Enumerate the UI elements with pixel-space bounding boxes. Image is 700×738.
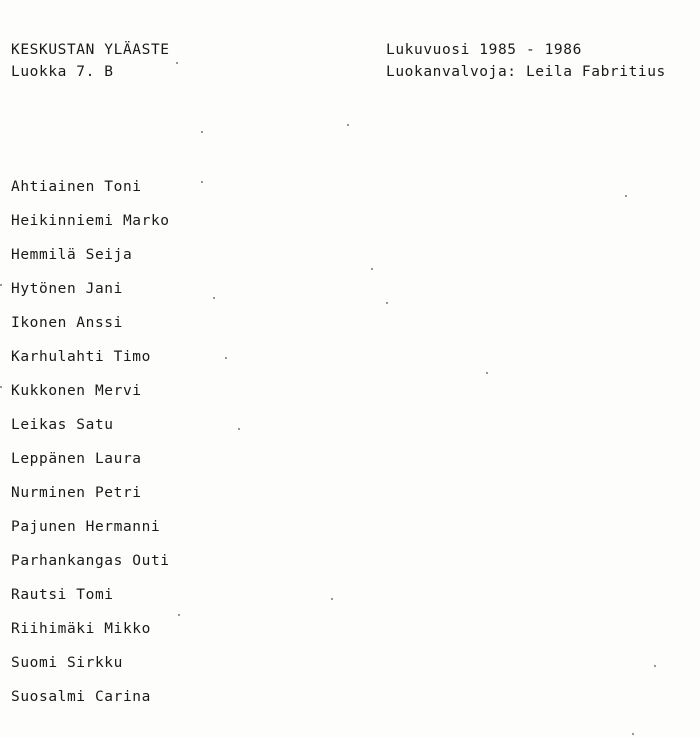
scan-speck (0, 284, 2, 286)
scan-speck (654, 665, 656, 667)
student-name: Nurminen Petri (11, 485, 142, 501)
student-name: Suomi Sirkku (11, 655, 123, 671)
student-name: Karhulahti Timo (11, 349, 151, 365)
scan-speck (225, 357, 227, 359)
student-name: Suosalmi Carina (11, 689, 151, 705)
scan-speck (201, 131, 203, 133)
scan-speck (0, 386, 2, 388)
student-list (11, 176, 170, 720)
scan-speck (486, 372, 488, 374)
header-left (11, 39, 170, 83)
scan-speck (178, 614, 180, 616)
scan-speck (625, 195, 627, 197)
scan-speck (201, 181, 203, 183)
student-name: Riihimäki Mikko (11, 621, 151, 637)
student-name: Hytönen Jani (11, 281, 123, 297)
school-year: Lukuvuosi 1985 - 1986 (386, 42, 582, 58)
scan-speck (347, 124, 349, 126)
scan-speck (213, 297, 215, 299)
scan-speck (176, 62, 178, 64)
student-name: Heikinniemi Marko (11, 213, 170, 229)
student-name: Leikas Satu (11, 417, 114, 433)
student-name: Ikonen Anssi (11, 315, 123, 331)
class-name: Luokka 7. B (11, 64, 114, 80)
student-name: Kukkonen Mervi (11, 383, 142, 399)
student-name: Hemmilä Seija (11, 247, 133, 263)
scan-speck (632, 733, 634, 735)
student-name: Pajunen Hermanni (11, 519, 161, 535)
school-name: KESKUSTAN YLÄASTE (11, 42, 170, 58)
header-right (386, 39, 666, 83)
class-teacher: Luokanvalvoja: Leila Fabritius (386, 64, 666, 80)
scan-speck (331, 598, 333, 600)
student-name: Ahtiainen Toni (11, 179, 142, 195)
student-name: Parhankangas Outi (11, 553, 170, 569)
student-name: Leppänen Laura (11, 451, 142, 467)
scan-speck (371, 268, 373, 270)
scan-speck (386, 302, 388, 304)
scan-speck (238, 428, 240, 430)
student-name: Rautsi Tomi (11, 587, 114, 603)
